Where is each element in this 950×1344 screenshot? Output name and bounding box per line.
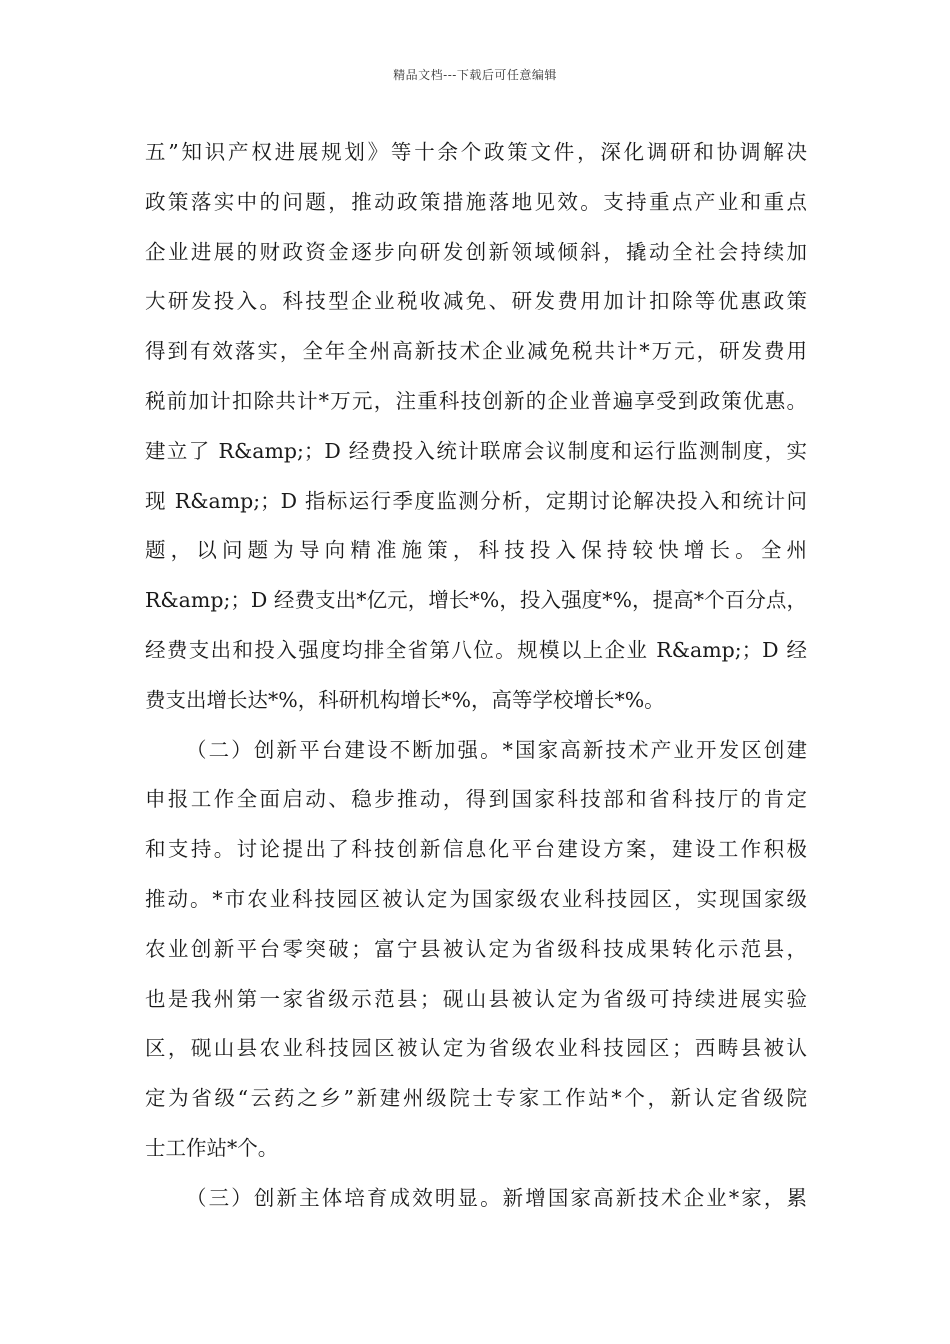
text-line: 五”知识产权进展规划》等十余个政策文件，深化调研和协调解决 bbox=[145, 140, 807, 164]
text-line: 企业进展的财政资金逐步向研发创新领域倾斜，撬动全社会持续加 bbox=[145, 239, 807, 264]
text-line: 和支持。讨论提出了科技创新信息化平台建设方案，建设工作积极 bbox=[145, 837, 807, 862]
page-header: 精品文档---下载后可任意编辑 bbox=[393, 68, 557, 82]
text-line: 经费支出和投入强度均排全省第八位。规模以上企业 R&amp;；D 经 bbox=[145, 637, 807, 662]
text-line: 定为省级“云药之乡”新建州级院士专家工作站*个，新认定省级院 bbox=[145, 1086, 807, 1111]
text-line: 推动。*市农业科技园区被认定为国家级农业科技园区，实现国家级 bbox=[145, 886, 807, 911]
text-line: 建立了 R&amp;；D 经费投入统计联席会议制度和运行监测制度，实 bbox=[145, 438, 807, 463]
text-line: R&amp;；D 经费支出*亿元，增长*%，投入强度*%，提高*个百分点， bbox=[145, 588, 807, 613]
text-line: 得到有效落实，全年全州高新技术企业减免税共计*万元，研发费用 bbox=[145, 339, 807, 364]
text-line: 费支出增长达*%，科研机构增长*%，高等学校增长*%。 bbox=[145, 687, 665, 712]
text-line: （三）创新主体培育成效明显。新增国家高新技术企业*家，累 bbox=[186, 1185, 807, 1210]
text-line: 税前加计扣除共计*万元，注重科技创新的企业普遍享受到政策优惠。 bbox=[145, 388, 807, 413]
text-line: 申报工作全面启动、稳步推动，得到国家科技部和省科技厅的肯定 bbox=[145, 787, 807, 812]
document-body bbox=[145, 128, 807, 1224]
text-line: 大研发投入。科技型企业税收减免、研发费用加计扣除等优惠政策 bbox=[145, 289, 807, 314]
text-line: 区，砚山县农业科技园区被认定为省级农业科技园区；西畴县被认 bbox=[145, 1036, 807, 1061]
text-line: 政策落实中的问题，推动政策措施落地见效。支持重点产业和重点 bbox=[145, 189, 807, 214]
text-line: 题，以问题为导向精准施策，科技投入保持较快增长。全州 bbox=[145, 538, 807, 563]
text-line: 也是我州第一家省级示范县；砚山县被认定为省级可持续进展实验 bbox=[145, 986, 807, 1011]
text-line: （二）创新平台建设不断加强。*国家高新技术产业开发区创建 bbox=[186, 737, 807, 762]
text-line: 现 R&amp;；D 指标运行季度监测分析，定期讨论解决投入和统计问 bbox=[145, 488, 807, 513]
text-line: 农业创新平台零突破；富宁县被认定为省级科技成果转化示范县， bbox=[145, 936, 807, 961]
text-line: 士工作站*个。 bbox=[145, 1135, 279, 1160]
